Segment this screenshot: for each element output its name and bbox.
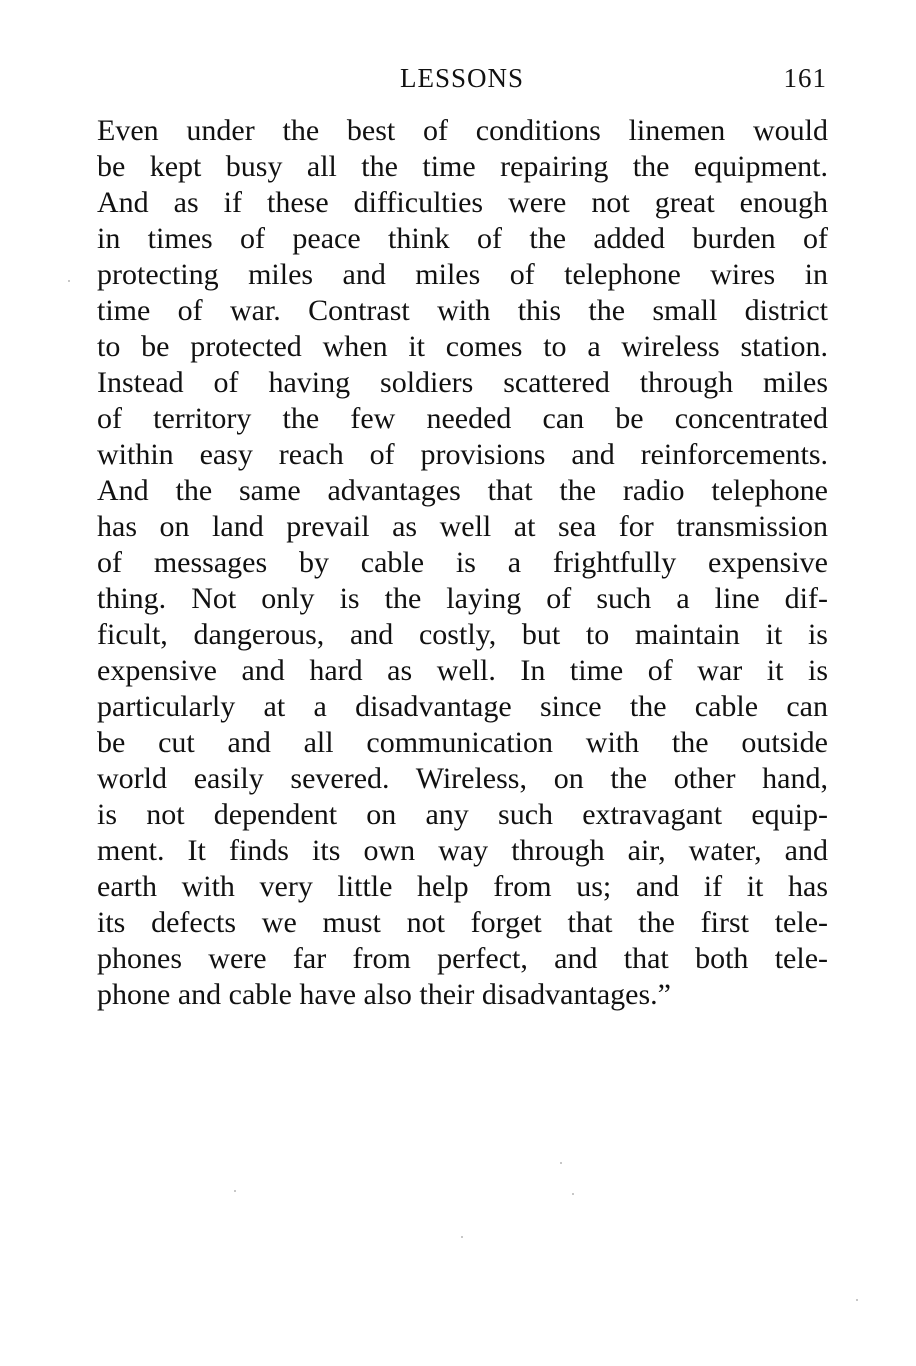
text-line: phones were far from perfect, and that both tele-	[97, 942, 828, 975]
text-line: in times of peace think of the added burden of	[97, 222, 828, 255]
text-line: Even under the best of conditions linemen would	[97, 114, 828, 147]
text-line: of territory the few needed can be concentrated	[97, 402, 828, 435]
scan-speck	[68, 280, 70, 282]
scan-speck	[572, 1193, 574, 1195]
text-line: time of war. Contrast with this the small district	[97, 294, 828, 327]
running-head	[97, 58, 827, 98]
text-line: protecting miles and miles of telephone wires in	[97, 258, 828, 291]
scan-speck	[560, 1162, 562, 1164]
text-line: its defects we must not forget that the first tele-	[97, 906, 828, 939]
body-paragraph	[97, 113, 828, 1013]
scan-speck	[234, 1190, 236, 1192]
running-title: LESSONS	[399, 63, 525, 93]
text-line: be kept busy all the time repairing the equipment.	[97, 150, 828, 183]
text-line: earth with very little help from us; and if it has	[97, 870, 828, 903]
text-line: of messages by cable is a frightfully expensive	[97, 546, 828, 579]
text-line: has on land prevail as well at sea for transmission	[97, 510, 828, 543]
text-line: Instead of having soldiers scattered through miles	[97, 366, 828, 399]
scan-speck	[461, 1236, 463, 1238]
text-line: thing. Not only is the laying of such a line dif-	[97, 582, 828, 615]
scan-speck	[856, 1299, 858, 1301]
text-line: to be protected when it comes to a wireless station.	[97, 330, 828, 363]
text-line: And the same advantages that the radio telephone	[97, 474, 828, 507]
text-line: within easy reach of provisions and reinforcements.	[97, 438, 828, 471]
page-number: 161	[783, 63, 827, 93]
text-line: ficult, dangerous, and costly, but to maintain it is	[97, 618, 828, 651]
text-line: phone and cable have also their disadvantages.”	[97, 978, 671, 1011]
text-line: And as if these difficulties were not great enough	[97, 186, 828, 219]
text-line: particularly at a disadvantage since the cable can	[97, 690, 828, 723]
text-line: world easily severed. Wireless, on the other hand,	[97, 762, 828, 795]
text-line: expensive and hard as well. In time of war it is	[97, 654, 828, 687]
text-line: ment. It finds its own way through air, water, and	[97, 834, 828, 867]
text-line: is not dependent on any such extravagant equip-	[97, 798, 828, 831]
text-line: be cut and all communication with the outside	[97, 726, 828, 759]
